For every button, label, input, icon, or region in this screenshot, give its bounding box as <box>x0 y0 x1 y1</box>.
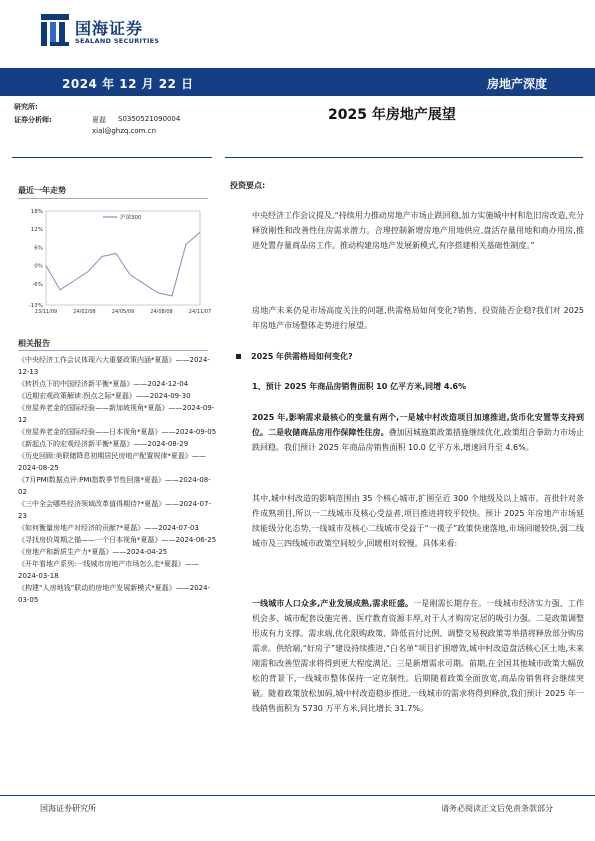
divider <box>18 350 208 351</box>
x-tick-label: 24/08/08 <box>150 309 173 315</box>
footer-disclaimer: 请务必阅读正文后免责条款部分 <box>441 804 553 813</box>
logo-cn-text: 国海证券 <box>75 19 144 38</box>
related-report-item[interactable]: 《7月PMI数据点评:PMI指数季节性回落*夏磊》——2024-08-02 <box>18 476 211 496</box>
bullet-heading <box>236 351 353 362</box>
paragraph-5 <box>252 596 584 716</box>
legend-label: 沪深300 <box>120 215 142 221</box>
y-tick-label: 12% <box>30 227 43 234</box>
y-tick-label: -13% <box>28 303 43 309</box>
paragraph-3-bold: 2025 年,影响需求最核心的变量有两个,一是城中村改造项目加速推进,货币化安置等支持到位。二是收储商品房用作保障性住房。 <box>252 413 584 437</box>
related-report-item[interactable]: 《转折点下的中国经济新平衡*夏磊》——2024-12-04 <box>18 380 189 388</box>
divider <box>12 157 212 158</box>
analyst-id: S0350521090004 <box>118 115 181 123</box>
x-tick-label: 23/11/09 <box>34 309 58 315</box>
header-band <box>0 68 595 96</box>
report-date: 2024 年 12 月 22 日 <box>62 77 194 91</box>
related-report-item[interactable]: 《新起点下的宏观经济新平衡*夏磊》——2024-08-29 <box>18 440 189 448</box>
bullet-heading-text: 2025 年供需格局如何变化? <box>251 352 353 361</box>
company-logo <box>41 14 181 50</box>
related-report-item[interactable]: 《三中全会哪些经济领域改革值得期待?*夏磊》——2024-07-23 <box>18 500 211 520</box>
related-report-item[interactable]: 《开年看地产系列:一线城市房地产市场怎么走*夏磊》——2024-03-18 <box>18 560 199 580</box>
trend-chart <box>18 205 212 323</box>
report-title: 2025 年房地产展望 <box>328 107 456 123</box>
related-reports-title: 相关报告 <box>18 339 50 348</box>
paragraph-1: 中央经济工作会议提及,“持续用力推动房地产市场止跌回稳,加力实施城中村和危旧房改造,充分释放刚性和改善性住房需求潜力。合理控制新增房地产用地供应,盘活存量用地和商办用房,推进处置存量商品房工作。推动构建房地产发展新模式,有序搭建相关基础性制度。” <box>252 211 584 250</box>
y-tick-label: 6% <box>34 245 43 252</box>
series-line <box>46 232 200 296</box>
paragraph-3-rest: 叠加因城施策政策措施继续优化,政策组合拳助力市场止跌回稳。我们预计 2025 年商品房销售面积 10.0 亿平方米,增速回升至 4.6%。 <box>252 428 585 452</box>
paragraph-5-bold: 一线城市人口众多,产业发展成熟,需求旺盛。 <box>252 599 414 608</box>
related-report-item[interactable]: 《房地产和新质生产力*夏磊》——2024-04-25 <box>18 548 168 556</box>
divider <box>18 198 208 199</box>
paragraph-5-rest: 一是刚需长期存在。一线城市经济实力强、工作机会多、城市配套设施完善、医疗教育资源丰厚,对于人才购房定居的吸引力强。二是政策调整形成有力支撑。需求端,优化限购政策、降低首付比例、调整交易税政策等举措将释放部分购房需求。供给端,“好房子”建设持续推进,“白名单”项目扩围增效,城中村改造盘活核心区土地,未来刚需和改善型需求将得到更大程度满足。三是新增需求可期。前期,在全国其他城市政策大幅放松的背景下,一线城市整体保持一定克制性。后期随着政策全面放宽,商品房销售将会继续突破。随着政策放松加码,城中村改造稳步推进,一线城市的需求将得到释放,我们预计 2025 年一线销售面积为 5730 万平方米,同比增长 31.7%。 <box>252 599 584 713</box>
y-tick-label: -6% <box>32 281 43 288</box>
x-tick-label: 24/11/07 <box>188 309 212 315</box>
related-report-item[interactable]: 《如何衡量房地产对经济的贡献?*夏磊》——2024-07-03 <box>18 524 199 532</box>
x-tick-label: 24/02/08 <box>73 309 96 315</box>
section-title: 投资要点: <box>230 181 266 190</box>
paragraph-3 <box>252 410 584 455</box>
sub-heading: 1、预计 2025 年商品房销售面积 10 亿平方米,同增 4.6% <box>252 382 467 391</box>
footer-divider <box>0 795 595 796</box>
related-report-item[interactable]: 《房屋养老金的国际经验——新加坡视角*夏磊》——2024-09-12 <box>18 404 215 424</box>
paragraph-4: 其中,城中村改造的影响范围由 35 个核心城市,扩围至近 300 个地级及以上城市。首批针对条件成熟项目,所以一二线城市及核心受益者,项目推进将较平较快。预计 2025 年房地产市场延续能级分化态势,一线城市及核心二线城市受益于“一揽子”政策快速落地,市场回暖较快,弱二线城市及三四线城市政策空间较少,回暖相对较慢。具体来看: <box>252 494 584 548</box>
analyst-name: 夏磊 <box>92 116 106 124</box>
y-tick-label: 18% <box>30 209 43 215</box>
trend-title: 最近一年走势 <box>18 186 66 195</box>
related-report-item[interactable]: 《中央经济工作会议体现六大重要政策内涵*夏磊》——2024-12-13 <box>18 356 210 376</box>
divider <box>225 157 583 158</box>
y-tick-label: 0% <box>34 263 43 270</box>
report-type: 房地产深度 <box>486 77 547 91</box>
footer-left: 国海证券研究所 <box>40 804 96 813</box>
related-report-item[interactable]: 《寻找房价周期之锚——一个日本视角*夏磊》——2024-06-25 <box>18 536 217 544</box>
related-reports-list <box>18 354 218 606</box>
chart-frame <box>46 211 200 305</box>
related-report-item[interactable]: 《房屋养老金的国际经验——日本视角*夏磊》——2024-09-05 <box>18 428 217 436</box>
related-report-item[interactable]: 《历史回顾:美联储降息初期居民房地产配置规律*夏磊》——2024-08-25 <box>18 452 206 472</box>
bullet-square-icon <box>236 354 241 359</box>
analyst-label: 证券分析师: <box>14 116 52 124</box>
paragraph-2: 房地产未来仍是市场高度关注的问题,供需格局如何变化?销售、投资能否企稳?我们对 2025 年房地产市场整体走势进行展望。 <box>252 306 584 330</box>
logo-mark-icon <box>41 14 69 46</box>
analyst-email[interactable]: xial@ghzq.com.cn <box>92 127 157 135</box>
logo-en-text: SEALAND SECURITIES <box>75 37 160 45</box>
related-report-item[interactable]: 《构建“人房地钱”联动的房地产发展新模式*夏磊》——2024-03-05 <box>18 584 211 604</box>
institute-label: 研究所: <box>14 103 38 111</box>
x-tick-label: 24/05/09 <box>111 309 135 315</box>
related-report-item[interactable]: 《近期宏观政策解读:拐点之际*夏磊》——2024-09-30 <box>18 392 191 400</box>
